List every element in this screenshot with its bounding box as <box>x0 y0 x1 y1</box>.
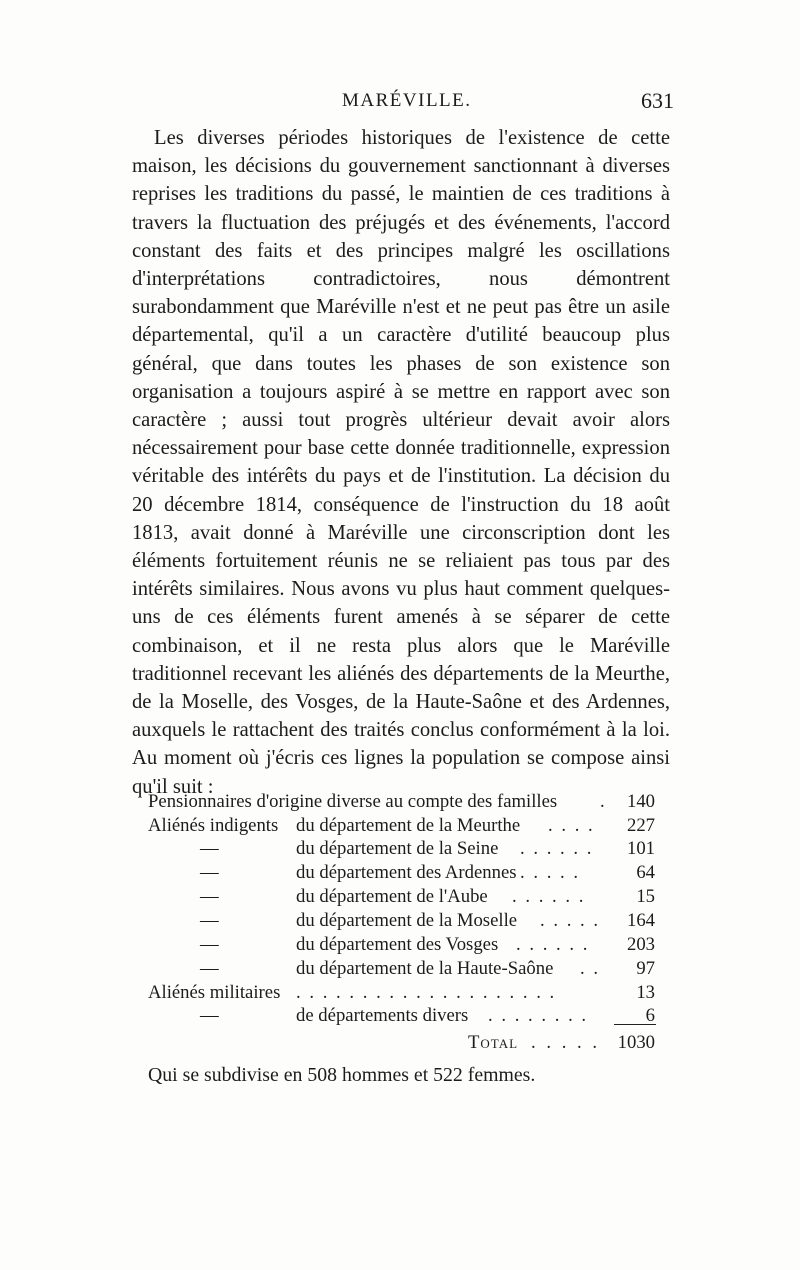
row-description: du département de la Moselle <box>296 910 518 931</box>
total-row <box>0 1032 800 1056</box>
row-description: du département de la Haute-Saône <box>296 958 554 979</box>
row-value: 64 <box>636 862 655 883</box>
table-row <box>0 982 800 1006</box>
total-leader-dots: . . . . . <box>531 1032 601 1053</box>
ditto-dash: — <box>200 934 219 955</box>
ditto-dash: — <box>200 862 219 883</box>
row-description: du département des Vosges <box>296 934 499 955</box>
row-value: 227 <box>626 815 655 836</box>
page-number: 631 <box>641 88 674 113</box>
row-value: 140 <box>626 791 655 812</box>
row-value: 13 <box>636 982 655 1003</box>
leader-dots: . . . . . . . . . . . . . . . . . . . . <box>296 982 557 1003</box>
table-row <box>0 838 800 862</box>
running-head <box>118 90 680 116</box>
table-row <box>0 934 800 958</box>
ditto-dash: — <box>200 886 219 907</box>
ditto-dash: — <box>200 910 219 931</box>
table-row <box>0 815 800 839</box>
row-description: du département de l'Aube <box>296 886 488 907</box>
leader-dots: . <box>600 791 607 812</box>
leader-dots: . . . . <box>548 815 595 836</box>
row-value: 203 <box>626 934 655 955</box>
row-description: de départements divers <box>296 1005 469 1026</box>
row-value: 101 <box>626 838 655 859</box>
ditto-dash: — <box>200 838 219 859</box>
leader-dots: . . . . . <box>540 910 601 931</box>
ditto-dash: — <box>200 1005 219 1026</box>
row-description: du département de la Seine <box>296 838 499 859</box>
total-value: 1030 <box>617 1032 655 1053</box>
row-value: 6 <box>645 1005 655 1026</box>
row-value: 97 <box>636 958 655 979</box>
total-label: Total <box>468 1032 519 1053</box>
row-category: Aliénés militaires <box>148 982 281 1003</box>
row-description: du département de la Meurthe <box>296 815 521 836</box>
row-value: 164 <box>626 910 655 931</box>
leader-dots: . . . . . . <box>512 886 586 907</box>
closing-line: Qui se subdivise en 508 hommes et 522 femmes. <box>148 1064 536 1086</box>
leader-dots: . . . . . <box>520 862 581 883</box>
leader-dots: . . . . . . . . <box>488 1005 589 1026</box>
body-paragraph: Les diverses périodes historiques de l'existence de cette maison, les décisions du gouvernement sanctionnant à diverses reprises les traditions du passé, le maintien de ces traditions à travers la fluctuation des préjugés et des événements, l'accord constant des faits et des principes malgré les oscillations d'interprétations contradictoires, nous démontrent surabondamment que Maréville n'est et ne peut pas être un asile départemental, qu'il a un caractère d'utilité beaucoup plus général, que dans toutes les phases de son existence son organisation a toujours aspiré à se mettre en rapport avec son caractère ; aussi tout progrès ultérieur devait avoir alors nécessairement pour base cette donnée traditionnelle, expression véritable des intérêts du pays et de l'institution. La décision du 20 décembre 1814, conséquence de l'instruction du 18 août 1813, avait donné à Maréville une circonscription dont les éléments fortuitement réunis ne se reliaient pas tous par des intérêts similaires. Nous avons vu plus haut comment quelques-uns de ces éléments furent amenés à se séparer de cette combinaison, et il ne resta plus alors que le Maréville traditionnel recevant les aliénés des départements de la Meurthe, de la Moselle, des Vosges, de la Haute-Saône et des Ardennes, auxquels le rattachent des traités conclus conformément à la loi. Au moment où j'écris ces lignes la population se compose ainsi qu'il suit : <box>132 127 670 798</box>
table-row <box>0 791 800 815</box>
table-row <box>0 958 800 982</box>
leader-dots: . . <box>580 958 601 979</box>
row-category: Pensionnaires d'origine diverse au compte des familles <box>148 791 558 812</box>
table-row <box>0 886 800 910</box>
total-rule <box>614 1024 656 1025</box>
table-row <box>0 910 800 934</box>
leader-dots: . . . . . . <box>516 934 590 955</box>
leader-dots: . . . . . . <box>520 838 594 859</box>
table-row <box>0 862 800 886</box>
ditto-dash: — <box>200 958 219 979</box>
row-value: 15 <box>636 886 655 907</box>
table-row <box>0 1005 800 1029</box>
row-category: Aliénés indigents <box>148 815 279 836</box>
running-title: MARÉVILLE. <box>342 90 472 111</box>
row-description: du département des Ardennes <box>296 862 517 883</box>
